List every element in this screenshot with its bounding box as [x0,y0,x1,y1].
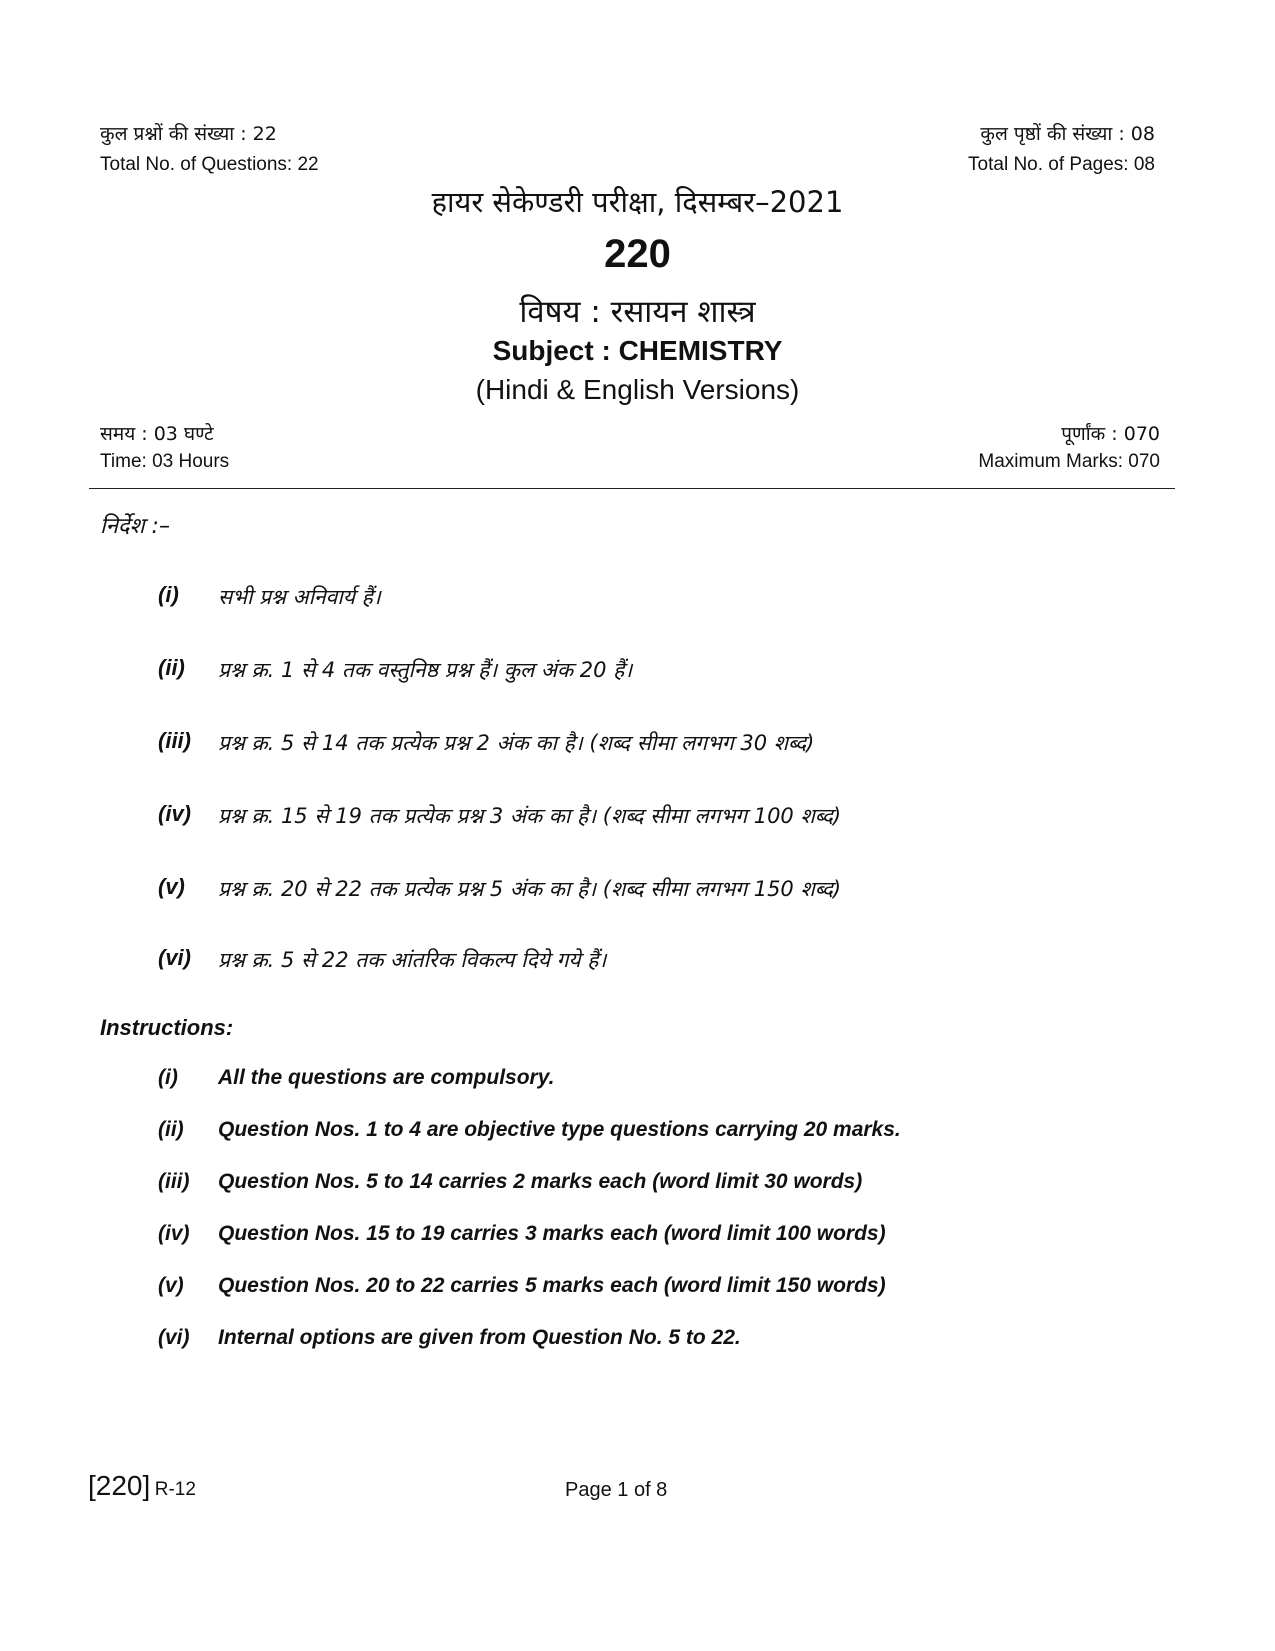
footer-code [88,1470,196,1502]
item-number: (iv) [158,1222,190,1245]
page-number: Page 1 of 8 [565,1479,668,1501]
total-questions-english: Total No. of Questions: 22 [100,154,319,175]
exam-title: हायर सेकेण्डरी परीक्षा, दिसम्बर–2021 [431,185,844,219]
footer-series: R-12 [154,1479,196,1500]
max-marks-english: Maximum Marks: 070 [978,451,1160,472]
item-text: All the questions are compulsory. [218,1066,555,1089]
time-english: Time: 03 Hours [100,451,230,472]
item-text: प्रश्न क्र. 20 से 22 तक प्रत्येक प्रश्न 5 अंक का है। (शब्द सीमा लगभग 150 शब्द) [218,877,842,901]
item-text: प्रश्न क्र. 15 से 19 तक प्रत्येक प्रश्न 3 अंक का है। (शब्द सीमा लगभग 100 शब्द) [218,804,842,828]
subject-hindi: विषय : रसायन शास्त्र [519,294,756,330]
item-number: (vi) [158,945,191,970]
instructions-heading-hindi: निर्देश :– [100,514,170,539]
item-number: (v) [158,874,185,899]
total-questions-hindi: कुल प्रश्नों की संख्या : 22 [100,123,277,145]
item-number: (i) [158,582,179,607]
versions-note: (Hindi & English Versions) [475,374,800,405]
header-divider [89,488,1175,489]
time-hindi: समय : 03 घण्टे [100,423,214,445]
subject-english: Subject : CHEMISTRY [492,335,783,366]
item-number: (iv) [158,801,191,826]
item-text: Question Nos. 15 to 19 carries 3 marks each (word limit 100 words) [218,1222,886,1245]
item-number: (v) [158,1274,184,1297]
max-marks-hindi: पूर्णांक : 070 [1061,423,1160,445]
item-text: सभी प्रश्न अनिवार्य हैं। [218,585,381,609]
item-number: (ii) [158,1118,184,1141]
item-number: (i) [158,1066,178,1089]
total-pages-english: Total No. of Pages: 08 [968,154,1155,175]
item-text: प्रश्न क्र. 5 से 22 तक आंतरिक विकल्प दिये गये हैं। [218,948,607,972]
item-text: Internal options are given from Question No. 5 to 22. [218,1326,741,1349]
total-pages-hindi: कुल पृष्ठों की संख्या : 08 [980,123,1155,145]
item-number: (ii) [158,655,185,680]
instructions-heading-english: Instructions: [100,1015,234,1040]
item-text: Question Nos. 5 to 14 carries 2 marks each (word limit 30 words) [218,1170,863,1193]
item-text: प्रश्न क्र. 1 से 4 तक वस्तुनिष्ठ प्रश्न हैं। कुल अंक 20 हैं। [218,658,633,682]
paper-code: 220 [604,232,671,276]
footer-code-bracket: [220] [88,1470,151,1501]
item-text: Question Nos. 20 to 22 carries 5 marks each (word limit 150 words) [218,1274,886,1297]
item-number: (vi) [158,1326,190,1349]
item-number: (iii) [158,1170,190,1193]
item-text: Question Nos. 1 to 4 are objective type questions carrying 20 marks. [218,1118,901,1141]
item-number: (iii) [158,728,191,753]
item-text: प्रश्न क्र. 5 से 14 तक प्रत्येक प्रश्न 2 अंक का है। (शब्द सीमा लगभग 30 शब्द) [218,731,815,755]
